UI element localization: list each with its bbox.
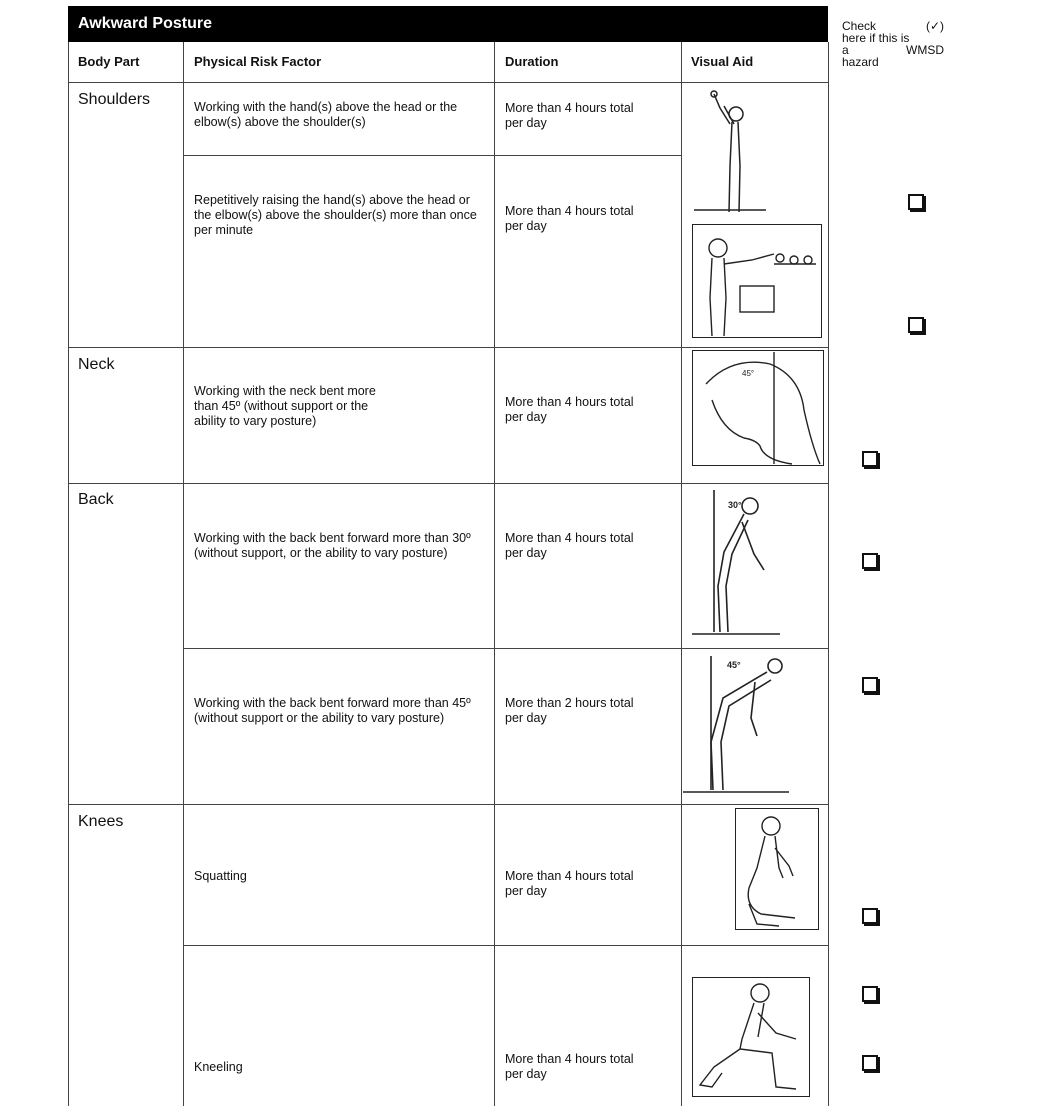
header-body-part: Body Part [78, 54, 140, 69]
body-part-knees: Knees [78, 813, 124, 830]
body-part-shoulders: Shoulders [78, 91, 151, 108]
risk-factor-cell: Repetitively raising the hand(s) above the head or the elbow(s) above the shoulder(s) more than once per minute [194, 193, 477, 237]
body-part-neck: Neck [78, 356, 115, 373]
angle-label: 45° [742, 369, 755, 378]
repetitive-reach-figure [692, 224, 822, 338]
angle-label: 30° [728, 500, 742, 510]
hazard-checkbox[interactable] [908, 194, 924, 210]
risk-factor-cell: Working with the hand(s) above the head or the elbow(s) above the shoulder(s) [194, 100, 458, 129]
angle-label: 45° [727, 660, 741, 670]
risk-factor-cell: Kneeling [194, 1060, 243, 1074]
overhead-reach-figure [692, 88, 772, 220]
hazard-checkbox[interactable] [862, 677, 878, 693]
duration-cell: More than 4 hours total per day [505, 395, 634, 424]
duration-cell: More than 4 hours total per day [505, 204, 634, 233]
duration-cell: More than 4 hours total per day [505, 101, 634, 130]
body-part-back: Back [78, 491, 114, 508]
header-risk-factor: Physical Risk Factor [194, 54, 322, 69]
duration-cell: More than 4 hours total per day [505, 869, 634, 898]
risk-factor-cell: Working with the back bent forward more than 30º (without support, or the ability to vary posture) [194, 531, 471, 560]
back-bend-30-figure [692, 486, 782, 641]
risk-factor-cell: Working with the back bent forward more than 45º (without support or the ability to vary posture) [194, 696, 471, 725]
header-visual-aid: Visual Aid [691, 54, 754, 69]
hazard-checkbox[interactable] [862, 451, 878, 467]
neck-bend-figure [692, 350, 824, 466]
duration-cell: More than 4 hours total per day [505, 1052, 634, 1081]
hazard-checkbox[interactable] [862, 553, 878, 569]
duration-cell: More than 4 hours total per day [505, 531, 634, 560]
table-title: Awkward Posture [68, 6, 828, 42]
check-note: Check (✓) here if this is a WMSD hazard [842, 19, 944, 69]
back-bend-45-figure [683, 652, 793, 798]
kneeling-figure [692, 977, 810, 1097]
header-duration: Duration [505, 54, 559, 69]
hazard-checkbox[interactable] [908, 317, 924, 333]
risk-factor-cell: Working with the neck bent more than 45º (without support or the ability to vary posture) [194, 384, 376, 428]
duration-cell: More than 2 hours total per day [505, 696, 634, 725]
hazard-checkbox[interactable] [862, 1055, 878, 1071]
hazard-checkbox[interactable] [862, 986, 878, 1002]
hazard-checkbox[interactable] [862, 908, 878, 924]
risk-factor-cell: Squatting [194, 869, 247, 883]
squatting-figure [735, 808, 819, 930]
